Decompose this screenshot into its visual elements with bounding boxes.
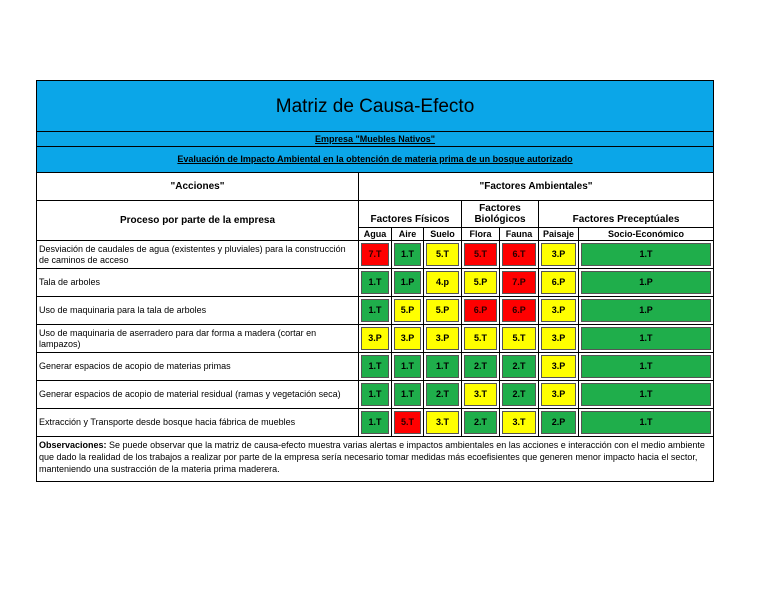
impact-cell — [392, 325, 424, 353]
impact-value: 1.T — [394, 383, 421, 406]
impact-value: 1.T — [581, 355, 711, 378]
action-label: Tala de arboles — [37, 269, 359, 297]
impact-value: 2.T — [502, 355, 536, 378]
impact-cell — [392, 409, 424, 437]
impact-value: 3.P — [361, 327, 389, 350]
table-row — [37, 325, 714, 353]
impact-cell — [500, 297, 539, 325]
impact-cell — [424, 381, 462, 409]
matrix-title: Matriz de Causa-Efecto — [37, 81, 714, 132]
column-agua: Agua — [359, 228, 392, 241]
impact-value: 5.T — [426, 243, 459, 266]
impact-cell — [359, 241, 392, 269]
impact-cell — [392, 241, 424, 269]
impact-cell — [539, 269, 579, 297]
impact-cell — [462, 325, 500, 353]
impact-value: 5.T — [502, 327, 536, 350]
action-label: Desviación de caudales de agua (existentes y pluviales) para la construcción de caminos de acceso — [37, 241, 359, 269]
impact-cell — [424, 409, 462, 437]
impact-cell — [579, 297, 714, 325]
impact-value: 7.T — [361, 243, 389, 266]
impact-value: 3.P — [541, 355, 576, 378]
impact-cell — [462, 381, 500, 409]
action-label: Generar espacios de acopio de materias primas — [37, 353, 359, 381]
actions-header: "Acciones" — [37, 173, 359, 201]
impact-value: 6.P — [464, 299, 497, 322]
impact-cell — [539, 409, 579, 437]
impact-cell — [539, 241, 579, 269]
company-name: Empresa "Muebles Nativos" — [37, 132, 714, 147]
impact-value: 3.T — [502, 411, 536, 434]
impact-cell — [424, 241, 462, 269]
impact-value: 3.T — [426, 411, 459, 434]
impact-value: 1.T — [426, 355, 459, 378]
impact-value: 2.T — [464, 355, 497, 378]
impact-value: 1.P — [581, 271, 711, 294]
impact-cell — [392, 381, 424, 409]
impact-value: 6.P — [541, 271, 576, 294]
impact-value: 3.P — [541, 299, 576, 322]
impact-cell — [500, 381, 539, 409]
impact-cell — [424, 297, 462, 325]
process-header: Proceso por parte de la empresa — [37, 201, 359, 241]
action-label: Generar espacios de acopio de material residual (ramas y vegetación seca) — [37, 381, 359, 409]
action-label: Uso de maquinaria para la tala de arboles — [37, 297, 359, 325]
impact-cell — [359, 381, 392, 409]
table-row — [37, 297, 714, 325]
impact-cell — [579, 241, 714, 269]
column-aire: Aire — [392, 228, 424, 241]
impact-value: 5.T — [394, 411, 421, 434]
impact-cell — [359, 269, 392, 297]
impact-cell — [424, 325, 462, 353]
impact-value: 2.T — [464, 411, 497, 434]
impact-cell — [539, 381, 579, 409]
impact-value: 1.T — [361, 355, 389, 378]
table-row — [37, 409, 714, 437]
action-label: Extracción y Transporte desde bosque hacia fábrica de muebles — [37, 409, 359, 437]
impact-value: 1.T — [361, 299, 389, 322]
observations — [37, 437, 714, 482]
table-row — [37, 269, 714, 297]
impact-value: 1.T — [394, 243, 421, 266]
impact-value: 1.T — [581, 411, 711, 434]
impact-value: 1.T — [361, 411, 389, 434]
impact-cell — [359, 353, 392, 381]
impact-value: 5.P — [464, 271, 497, 294]
impact-value: 5.P — [426, 299, 459, 322]
impact-value: 3.P — [541, 243, 576, 266]
evaluation-subtitle: Evaluación de Impacto Ambiental en la obtención de materia prima de un bosque autorizado — [37, 147, 714, 173]
impact-value: 4.p — [426, 271, 459, 294]
impact-cell — [539, 353, 579, 381]
impact-value: 3.P — [394, 327, 421, 350]
group-preceptuales: Factores Preceptúales — [539, 201, 714, 228]
impact-cell — [579, 353, 714, 381]
impact-value: 1.T — [361, 271, 389, 294]
impact-value: 3.P — [426, 327, 459, 350]
impact-cell — [579, 325, 714, 353]
impact-cell — [359, 409, 392, 437]
impact-cell — [392, 353, 424, 381]
impact-cell — [424, 269, 462, 297]
impact-value: 3.P — [541, 383, 576, 406]
impact-cell — [500, 241, 539, 269]
group-biologicos: Factores Biológicos — [462, 201, 539, 228]
impact-value: 5.T — [464, 327, 497, 350]
impact-cell — [539, 325, 579, 353]
impact-value: 2.P — [541, 411, 576, 434]
impact-cell — [579, 409, 714, 437]
column-flora: Flora — [462, 228, 500, 241]
impact-cell — [462, 297, 500, 325]
table-row — [37, 241, 714, 269]
impact-value: 3.T — [464, 383, 497, 406]
column-socio-economico: Socio-Económico — [579, 228, 714, 241]
impact-value: 1.T — [581, 327, 711, 350]
impact-cell — [500, 409, 539, 437]
impact-cell — [500, 325, 539, 353]
impact-value: 1.T — [581, 383, 711, 406]
impact-value: 5.T — [464, 243, 497, 266]
impact-value: 1.T — [581, 243, 711, 266]
impact-value: 7.P — [502, 271, 536, 294]
causa-efecto-document — [36, 80, 713, 482]
impact-cell — [359, 297, 392, 325]
column-fauna: Fauna — [500, 228, 539, 241]
observations-text: Se puede observar que la matriz de causa-efecto muestra varias alertas e impactos ambientales en las acciones e interacción con el medio ambiente que dado la realidad de los trabajos a realizar por parte de la empresa sería necesario tomar medidas más ecoefisientes que generen menor impacto hacia el sector, manteniendo una sustracción de la materia prima maderera. — [39, 440, 705, 474]
impact-cell — [462, 353, 500, 381]
impact-value: 1.T — [394, 355, 421, 378]
matrix-rows — [37, 241, 714, 437]
group-fisicos: Factores Físicos — [359, 201, 462, 228]
impact-cell — [500, 269, 539, 297]
column-suelo: Suelo — [424, 228, 462, 241]
impact-cell — [462, 241, 500, 269]
impact-cell — [392, 297, 424, 325]
impact-cell — [462, 269, 500, 297]
impact-value: 1.P — [581, 299, 711, 322]
observations-label: Observaciones: — [39, 440, 107, 450]
impact-cell — [462, 409, 500, 437]
impact-value: 5.P — [394, 299, 421, 322]
impact-cell — [579, 269, 714, 297]
impact-cell — [539, 297, 579, 325]
column-paisaje: Paisaje — [539, 228, 579, 241]
impact-value: 6.T — [502, 243, 536, 266]
impact-value: 6.P — [502, 299, 536, 322]
impact-value: 3.P — [541, 327, 576, 350]
impact-value: 2.T — [426, 383, 459, 406]
impact-cell — [424, 353, 462, 381]
action-label: Uso de maquinaria de aserradero para dar forma a madera (cortar en lampazos) — [37, 325, 359, 353]
impact-cell — [392, 269, 424, 297]
impact-cell — [359, 325, 392, 353]
matrix-table — [36, 80, 714, 482]
impact-cell — [500, 353, 539, 381]
impact-value: 1.P — [394, 271, 421, 294]
table-row — [37, 353, 714, 381]
impact-value: 1.T — [361, 383, 389, 406]
factors-header: "Factores Ambientales" — [359, 173, 714, 201]
impact-cell — [579, 381, 714, 409]
impact-value: 2.T — [502, 383, 536, 406]
table-row — [37, 381, 714, 409]
